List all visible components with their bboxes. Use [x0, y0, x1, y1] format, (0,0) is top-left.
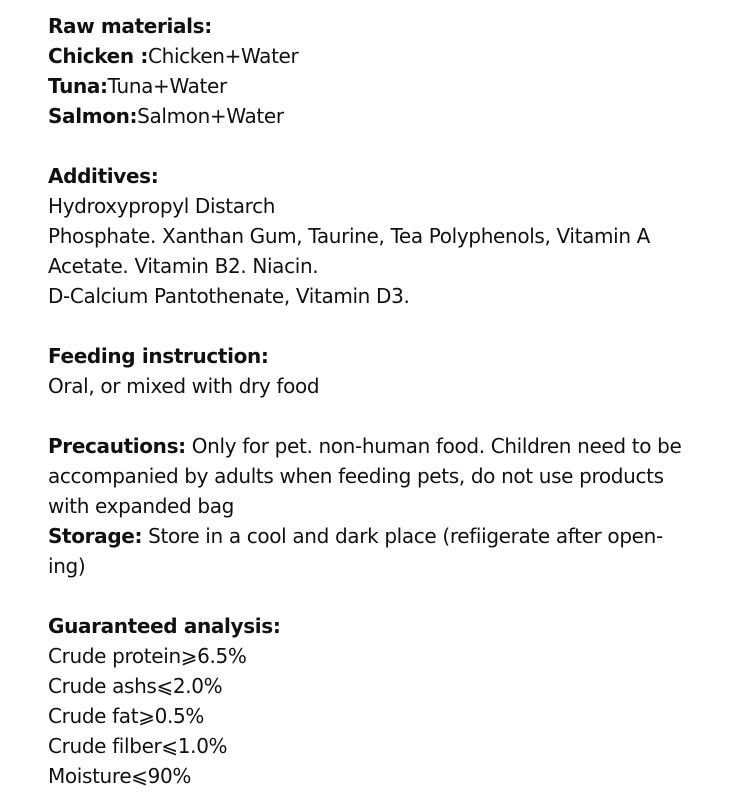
salmon-label: Salmon:	[48, 104, 138, 128]
additives-line-3: Acetate. Vitamin B2. Niacin.	[48, 254, 319, 278]
raw-materials-heading: Raw materials:	[48, 14, 212, 38]
analysis-item: Moisture⩽90%	[48, 764, 192, 788]
analysis-item: Crude filber⩽1.0%	[48, 734, 228, 758]
storage-paragraph	[48, 521, 688, 581]
precautions-label: Precautions:	[48, 434, 186, 458]
analysis-item: Crude protein⩾6.5%	[48, 644, 247, 668]
analysis-item: Crude ashs⩽2.0%	[48, 674, 223, 698]
additives-line-1: Hydroxypropyl Distarch	[48, 194, 276, 218]
analysis-item: Crude fat⩾0.5%	[48, 704, 205, 728]
spacer	[48, 401, 708, 431]
additives-line-4: D-Calcium Pantothenate, Vitamin D3.	[48, 284, 410, 308]
analysis-heading: Guaranteed analysis:	[48, 614, 281, 638]
spacer	[48, 311, 708, 341]
spacer	[48, 131, 708, 161]
chicken-label: Chicken :	[48, 44, 149, 68]
tuna-value: Tuna+Water	[107, 74, 227, 98]
additives-heading: Additives:	[48, 164, 159, 188]
precautions-text: Only for pet. non-human food. Children need to be accompanied by adults when feeding pets, do not use products with expanded bag	[48, 434, 682, 518]
feeding-text: Oral, or mixed with dry food	[48, 374, 320, 398]
raw-material-salmon	[48, 101, 708, 131]
salmon-value: Salmon+Water	[137, 104, 284, 128]
additives-line-2: Phosphate. Xanthan Gum, Taurine, Tea Polyphenols, Vitamin A	[48, 224, 650, 248]
chicken-value: Chicken+Water	[148, 44, 299, 68]
tuna-label: Tuna:	[48, 74, 108, 98]
storage-label: Storage:	[48, 524, 143, 548]
feeding-heading: Feeding instruction:	[48, 344, 269, 368]
raw-material-tuna	[48, 71, 708, 101]
raw-material-chicken	[48, 41, 708, 71]
precautions-paragraph	[48, 431, 688, 521]
product-label-document	[48, 11, 708, 791]
spacer	[48, 581, 708, 611]
storage-text: Store in a cool and dark place (refiigerate after open-ing)	[48, 524, 663, 578]
